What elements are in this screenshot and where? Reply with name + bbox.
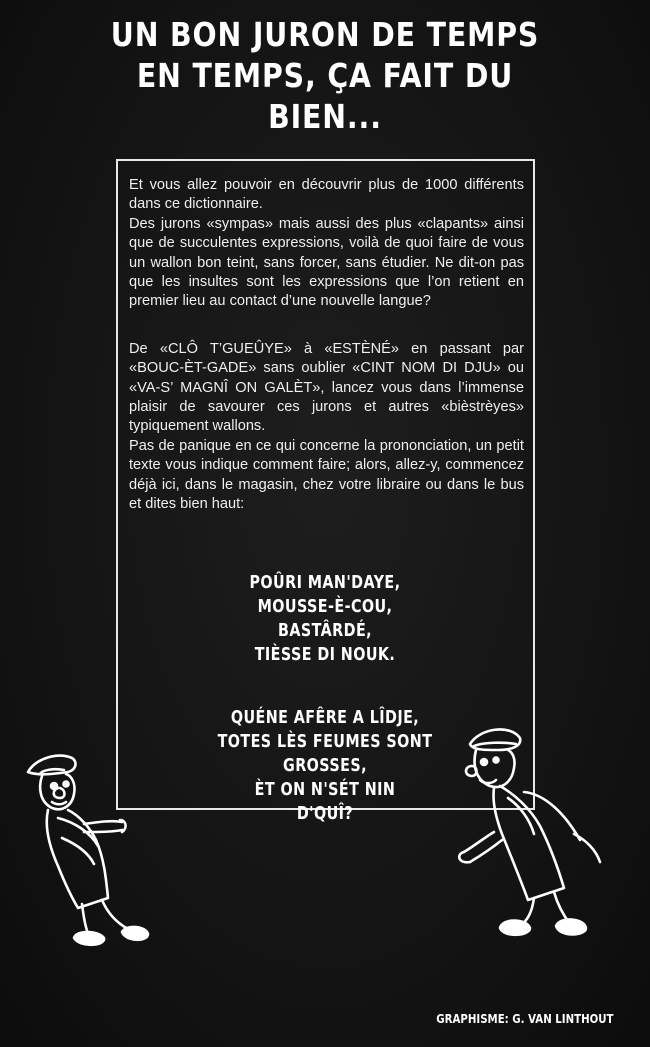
verse-line: BASTÂRDÉ,	[277, 621, 373, 641]
title-line-3: BIEN...	[268, 97, 382, 136]
verse-line: TIÈSSE DI NOUK.	[254, 645, 396, 665]
cartoon-man-right-illustration	[454, 722, 614, 947]
verse-line: D'QUÎ?	[296, 804, 354, 824]
verse-line: ÈT ON N'SÉT NIN	[254, 780, 396, 800]
blurb-paragraph-3: De «CLÔ T’GUEÛYE» à «ESTÈNÉ» en passant par «BOUC-ÈT-GADE» sans oublier «CINT NOM DI DJU» ou «VA-S’ MAGNÎ ON GALÈT», lancez vous dans l’immense plaisir de savourer ces jurons et autres «bièstrèyes» typiquement wallons.	[129, 340, 524, 435]
cover-title	[80, 14, 570, 137]
swear-verse-2	[206, 706, 444, 826]
blurb	[129, 176, 524, 515]
verse-line: MOUSSE-È-COU,	[257, 597, 393, 617]
graphic-design-credit: GRAPHISME: G. VAN LINTHOUT	[436, 1012, 614, 1026]
verse-line: POÛRI MAN'DAYE,	[249, 573, 401, 593]
verse-line: GROSSES,	[283, 756, 367, 776]
swear-verse-1	[206, 571, 444, 667]
blurb-paragraph-1: Et vous allez pouvoir en découvrir plus de 1000 différents dans ce dictionnaire.	[129, 177, 524, 213]
verse-line: TOTES LÈS FEUMES SONT	[217, 732, 433, 752]
title-line-1: UN BON JURON DE TEMPS	[110, 15, 540, 54]
blurb-paragraph-4: Pas de panique en ce qui concerne la prononciation, un petit texte vous indique comment faire; alors, allez-y, commencez déjà ici, dans le magasin, chez votre libraire ou dans le bus et dites bien haut:	[129, 437, 524, 513]
cartoon-man-left-illustration	[14, 748, 154, 958]
blurb-paragraph-2: Des jurons «sympas» mais aussi des plus «clapants» ainsi que de succulentes expressions, voilà de quoi faire de vous un wallon bon teint, sans forcer, sans étudier. Ne dit-on pas que les insultes sont les expressions que l’on retient en premier lieu au contact d’une nouvelle langue?	[129, 215, 524, 310]
verse-line: QUÉNE AFÊRE A LÎDJE,	[230, 708, 420, 728]
title-line-2: EN TEMPS, ÇA FAIT DU	[136, 56, 514, 95]
